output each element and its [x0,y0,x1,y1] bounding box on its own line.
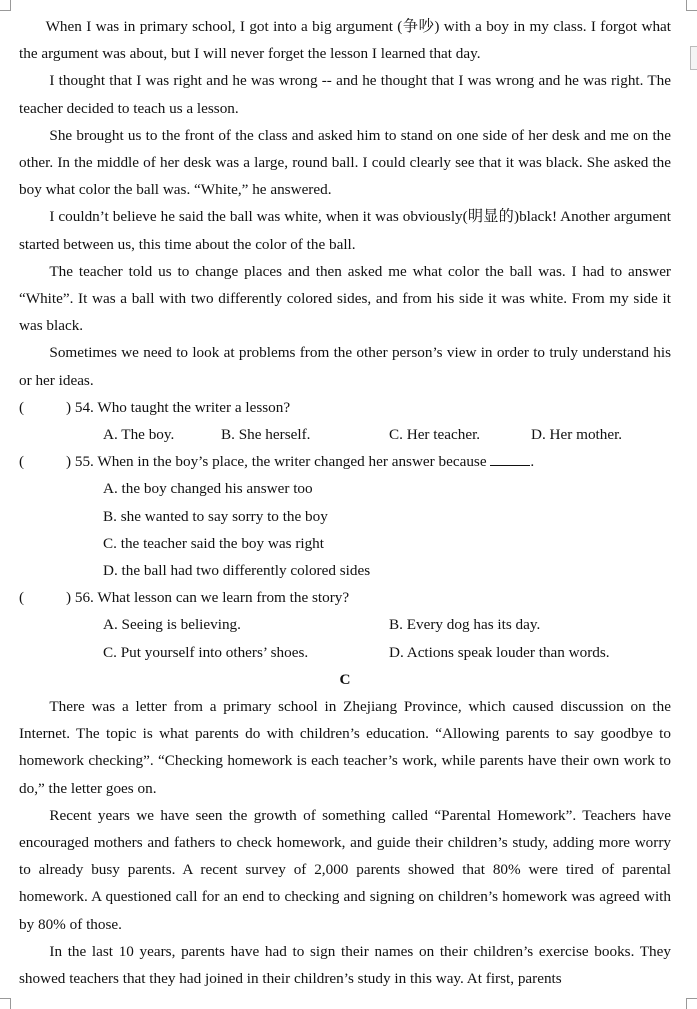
answer-blank [490,451,530,466]
question-55 [19,448,671,475]
option-d: D. the ball had two differently colored sides [103,561,371,579]
option-a: A. the boy changed his answer too [103,480,313,498]
option-b: B. She herself. [221,426,311,444]
option-a: A. Seeing is believing. [103,616,241,634]
question-stem: ) 55. When in the boy’s place, the writer changed her answer because [66,453,487,471]
passage-paragraph: Sometimes we need to look at problems from the other person’s view in order to truly understand his or her ideas. [19,344,671,389]
passage-paragraph: When I was in primary school, I got into a big argument (争吵) with a boy in my class. I forgot what the argument was about, but I will never forget the lesson I learned that day. [19,18,671,63]
page-corner-mark [0,0,11,11]
options-row [19,639,671,666]
option-b: B. Every dog has its day. [389,616,541,634]
section-heading: C [339,670,351,688]
question-54 [19,394,671,421]
options-row [19,421,671,448]
passage-paragraph: Recent years we have seen the growth of something called “Parental Homework”. Teachers have encouraged mothers and fathers to check homework, and guide their children’s study, adding more worry to already busy parents. A recent survey of 2,000 parents showed that 80% were tired of parental homework. A questioned call for an end to checking and signing on children’s homework was agreed with by 80% of those. [19,806,671,933]
question-stem: ) 56. What lesson can we learn from the story? [66,589,350,607]
option-c: C. Put yourself into others’ shoes. [103,643,309,661]
option-line [19,530,671,557]
passage-paragraph: I thought that I was right and he was wrong -- and he thought that I was wrong and he was right. The teacher decided to teach us a lesson. [19,72,671,117]
options-row [19,611,671,638]
option-c: C. Her teacher. [389,426,481,444]
passage-paragraph: The teacher told us to change places and then asked me what color the ball was. I had to answer “White”. It was a ball with two differently colored sides, and from his side it was white. From my side it was black. [19,262,671,335]
option-line [19,503,671,530]
document-body [19,13,671,992]
answer-paren: ( [19,589,25,607]
option-d: D. Her mother. [531,426,623,444]
option-c: C. the teacher said the boy was right [103,534,324,552]
question-stem-wrap [66,448,534,475]
page-corner-mark [686,0,697,11]
page-corner-mark [0,998,11,1009]
option-line [19,475,671,502]
answer-paren: ( [19,398,25,416]
question-stem: ) 54. Who taught the writer a lesson? [66,398,291,416]
passage-paragraph: I couldn’t believe he said the ball was white, when it was obviously(明显的)black! Another argument started between us, this time about the color of the ball. [19,208,671,253]
page-corner-mark [686,998,697,1009]
option-b: B. she wanted to say sorry to the boy [103,507,328,525]
question-56 [19,584,671,611]
scroll-handle[interactable] [690,46,697,70]
passage-paragraph: There was a letter from a primary school in Zhejiang Province, which caused discussion on the Internet. The topic is what parents do with children’s education. “Allowing parents to say goodbye to homework checking”. “Checking homework is each teacher’s work, while parents have their own work to do,” the letter goes on. [19,697,671,797]
passage-paragraph: In the last 10 years, parents have had to sign their names on their children’s exercise books. They showed teachers that they had joined in their children’s study in this way. At first, parents [19,942,671,987]
question-stem-end: . [530,453,535,471]
option-a: A. The boy. [103,426,175,444]
passage-paragraph: She brought us to the front of the class and asked him to stand on one side of her desk and me on the other. In the middle of her desk was a large, round ball. I could clearly see that it was black. She asked the boy what color the ball was. “White,” he answered. [19,126,671,199]
option-d: D. Actions speak louder than words. [389,643,610,661]
answer-paren: ( [19,453,25,471]
option-line [19,557,671,584]
